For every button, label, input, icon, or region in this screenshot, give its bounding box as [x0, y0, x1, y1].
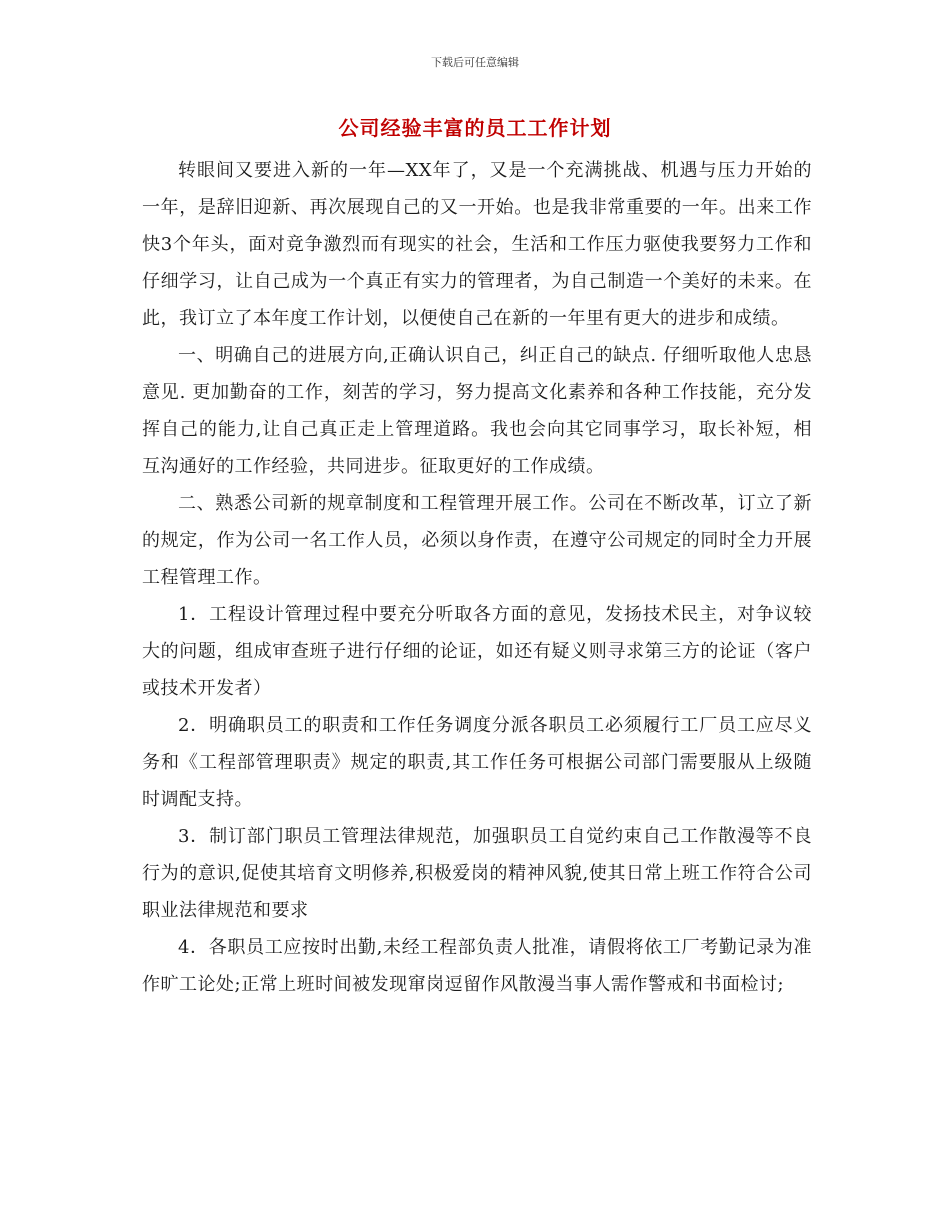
document-title: 公司经验丰富的员工工作计划 [338, 116, 612, 140]
paragraph-item-2: 2．明确职员工的职责和工作任务调度分派各职员工必须履行工厂员工应尽义务和《工程部管理职责》规定的职责,其工作任务可根据公司部门需要服从上级随时调配支持。 [142, 715, 812, 810]
paragraph-section-1: 一、明确自己的进展方向,正确认识自己，纠正自己的缺点. 仔细听取他人忠恳意见. 更加勤奋的工作，刻苦的学习，努力提高文化素养和各种工作技能，充分发挥自己的能力,让自己真正走上管理道路。我也会向其它同事学习，取长补短，相互沟通好的工作经验，共同进步。征取更好的工作成绩。 [142, 345, 812, 477]
paragraph-item-1: 1．工程设计管理过程中要充分听取各方面的意见，发扬技术民主，对争议较大的问题，组成审查班子进行仔细的论证，如还有疑义则寻求第三方的论证（客户或技术开发者） [142, 604, 812, 699]
paragraph-item-4: 4．各职员工应按时出勤,未经工程部负责人批准，请假将依工厂考勤记录为准作旷工论处;正常上班时间被发现窜岗逗留作风散漫当事人需作警戒和书面检讨; [142, 937, 812, 995]
paragraph-intro: 转眼间又要进入新的一年—XX年了，又是一个充满挑战、机遇与压力开始的一年，是辞旧迎新、再次展现自己的又一开始。也是我非常重要的一年。出来工作快3个年头，面对竟争激烈而有现实的社会，生活和工作压力驱使我要努力工作和仔细学习，让自己成为一个真正有实力的管理者，为自己制造一个美好的未来。在此，我订立了本年度工作计划，以便使自己在新的一年里有更大的进步和成绩。 [142, 160, 812, 329]
header-note: 下载后可任意编辑 [431, 56, 519, 69]
paragraph-section-2: 二、熟悉公司新的规章制度和工程管理开展工作。公司在不断改革，订立了新的规定，作为公司一名工作人员，必须以身作责，在遵守公司规定的同时全力开展工程管理工作。 [142, 493, 812, 588]
document-body [142, 152, 812, 1003]
paragraph-item-3: 3．制订部门职员工管理法律规范，加强职员工自觉约束自己工作散漫等不良行为的意识,促使其培育文明修养,积极爱岗的精神风貌,使其日常上班工作符合公司职业法律规范和要求 [142, 826, 812, 921]
